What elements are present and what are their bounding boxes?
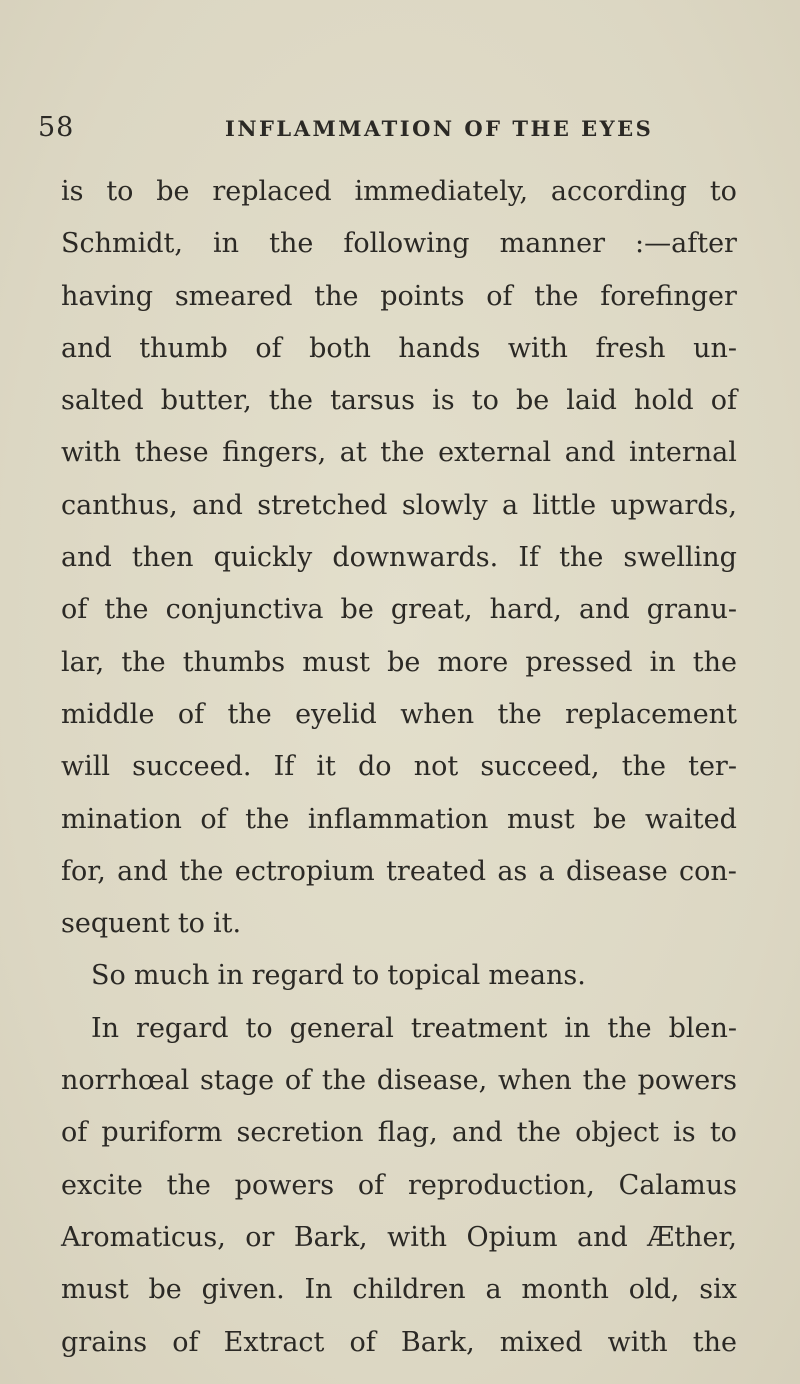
running-head: INFLAMMATION OF THE EYES	[225, 116, 654, 141]
word: much	[133, 960, 210, 992]
word: according	[550, 176, 687, 207]
word: the	[227, 698, 272, 730]
word: of	[200, 803, 227, 835]
word: quickly	[213, 542, 313, 574]
word: Æther,	[647, 1221, 737, 1253]
word: grains	[61, 1326, 148, 1358]
word: mination	[61, 803, 182, 835]
word: thumbs	[182, 646, 286, 678]
word: of	[255, 332, 282, 364]
word: to	[709, 1117, 737, 1149]
word: downwards.	[332, 542, 499, 574]
word: un-	[693, 332, 737, 364]
text-line	[61, 741, 737, 793]
word: must	[61, 1274, 129, 1306]
word: secretion	[236, 1117, 364, 1149]
word: the	[692, 646, 737, 678]
word: con-	[679, 855, 737, 887]
word: to	[106, 176, 134, 207]
word: manner	[499, 228, 605, 260]
word: when	[400, 698, 475, 730]
text-line	[61, 1212, 737, 1264]
word: hands	[398, 332, 481, 364]
text-line	[61, 846, 737, 898]
page-number: 58	[38, 112, 75, 143]
word: replacement	[565, 698, 737, 730]
word: So	[91, 960, 126, 992]
word: and	[577, 1221, 628, 1253]
word: fingers,	[222, 437, 327, 469]
word: points	[380, 280, 465, 312]
word: with	[387, 1221, 448, 1253]
word: sequent	[61, 908, 170, 940]
page-header	[38, 112, 738, 152]
word: of	[710, 385, 737, 417]
text-line	[61, 427, 737, 479]
word: the	[582, 1065, 627, 1097]
body-text	[61, 166, 737, 1369]
word: to	[177, 908, 205, 940]
text-line	[61, 532, 737, 584]
word: a	[502, 489, 519, 521]
word: regard	[136, 1012, 229, 1044]
word: If	[518, 542, 540, 574]
word: in	[649, 646, 676, 678]
word: waited	[644, 803, 737, 835]
text-line	[61, 1264, 737, 1316]
word: it.	[213, 908, 242, 940]
word: with	[607, 1326, 668, 1358]
word: and	[578, 594, 630, 626]
word: be	[387, 646, 421, 678]
word: must	[302, 646, 370, 678]
word: the	[104, 594, 149, 626]
word: the	[497, 698, 542, 730]
word: old,	[628, 1274, 680, 1306]
word: the	[245, 803, 290, 835]
word: the	[314, 280, 359, 312]
word: be	[148, 1274, 182, 1306]
text-line	[61, 218, 737, 270]
word: and	[564, 437, 616, 469]
word: the	[321, 1065, 367, 1097]
word: internal	[629, 437, 737, 469]
word: of	[61, 1117, 88, 1149]
word: hard,	[489, 594, 562, 626]
text-line	[61, 323, 737, 375]
word: laid	[566, 385, 617, 417]
word: of	[177, 698, 205, 730]
word: as	[497, 855, 528, 887]
word: these	[134, 437, 209, 469]
word: be	[156, 176, 190, 207]
word: must	[506, 803, 575, 835]
word: both	[309, 332, 371, 364]
word: thumb	[139, 332, 228, 364]
word: Bark,	[293, 1221, 368, 1253]
word: If	[273, 751, 295, 783]
word: the	[121, 646, 166, 678]
word: stage	[200, 1065, 275, 1097]
word: middle	[61, 698, 155, 730]
word: Aromaticus,	[61, 1221, 226, 1253]
text-line	[61, 689, 737, 741]
word: six	[699, 1274, 737, 1306]
word: powers	[234, 1169, 335, 1201]
word: of	[172, 1326, 199, 1358]
word: external	[438, 437, 552, 469]
word: of	[61, 594, 88, 626]
word: stretched	[257, 489, 388, 521]
word: hold	[634, 385, 694, 417]
word: excite	[61, 1169, 143, 1201]
word: children	[352, 1274, 466, 1306]
word: canthus,	[61, 489, 178, 521]
word: a	[485, 1274, 502, 1306]
word: of	[486, 280, 513, 312]
word: great,	[390, 594, 473, 626]
word: smeared	[174, 280, 293, 312]
word: not	[413, 751, 459, 783]
word: butter,	[160, 385, 252, 417]
word: following	[343, 228, 470, 260]
word: to	[352, 960, 380, 992]
word: succeed,	[480, 751, 600, 783]
word: object	[575, 1117, 660, 1149]
word: eyelid	[295, 698, 377, 730]
word: of	[349, 1326, 376, 1358]
text-line	[61, 375, 737, 427]
word: the	[269, 228, 314, 260]
word: forefinger	[600, 280, 737, 312]
text-line	[61, 1055, 737, 1107]
word: Schmidt,	[61, 228, 183, 260]
word: granu-	[646, 594, 737, 626]
text-line	[61, 794, 737, 846]
word: disease	[566, 855, 668, 887]
text-line	[61, 584, 737, 636]
word: :—after	[635, 228, 737, 260]
word: blen-	[668, 1012, 737, 1044]
word: given.	[201, 1274, 285, 1306]
word: in	[213, 228, 240, 260]
word: and	[61, 542, 112, 574]
word: with	[507, 332, 568, 364]
word: the	[268, 385, 313, 417]
word: treated	[386, 855, 487, 887]
word: immediately,	[354, 176, 529, 207]
word: means.	[488, 960, 586, 992]
word: and	[61, 332, 112, 364]
text-line	[61, 480, 737, 532]
text-line	[61, 1107, 737, 1159]
word: the	[621, 751, 666, 783]
word: will	[61, 751, 111, 783]
text-line	[61, 1317, 737, 1369]
word: Bark,	[400, 1326, 475, 1358]
word: disease,	[376, 1065, 488, 1097]
word: Opium	[466, 1221, 558, 1253]
word: conjunctiva	[165, 594, 324, 626]
word: be	[515, 385, 550, 417]
word: the	[692, 1326, 737, 1358]
word: more	[437, 646, 509, 678]
word: is	[673, 1117, 696, 1149]
word: the	[559, 542, 604, 574]
word: norrhœal	[61, 1065, 190, 1097]
word: little	[532, 489, 597, 521]
word: is	[61, 176, 84, 207]
word: do	[358, 751, 392, 783]
word: or	[245, 1221, 275, 1253]
word: treatment	[410, 1012, 548, 1044]
word: at	[339, 437, 367, 469]
word: in	[217, 960, 244, 992]
word: the	[607, 1012, 652, 1044]
text-line	[61, 1160, 737, 1212]
word: ter-	[688, 751, 737, 783]
text-line	[61, 637, 737, 689]
word: be	[340, 594, 374, 626]
word: swelling	[623, 542, 737, 574]
text-line	[61, 166, 737, 218]
word: of	[284, 1065, 312, 1097]
word: fresh	[595, 332, 666, 364]
word: regard	[251, 960, 345, 992]
word: upwards,	[610, 489, 737, 521]
word: tarsus	[330, 385, 416, 417]
word: flag,	[377, 1117, 438, 1149]
word: is	[432, 385, 455, 417]
word: it	[316, 751, 336, 783]
text-line	[61, 271, 737, 323]
text-line	[61, 898, 737, 950]
word: inflammation	[307, 803, 489, 835]
word: general	[289, 1012, 394, 1044]
word: to	[709, 176, 737, 207]
word: In	[304, 1274, 333, 1306]
word: replaced	[212, 176, 332, 207]
word: and	[192, 489, 243, 521]
word: of	[357, 1169, 385, 1201]
word: slowly	[401, 489, 488, 521]
word: when	[497, 1065, 572, 1097]
word: be	[593, 803, 627, 835]
word: and	[451, 1117, 503, 1149]
word: for,	[61, 855, 106, 887]
word: succeed.	[132, 751, 252, 783]
word: salted	[61, 385, 144, 417]
word: with	[61, 437, 121, 469]
word: topical	[387, 960, 481, 992]
word: powers	[637, 1065, 737, 1097]
word: reproduction,	[407, 1169, 595, 1201]
word: ectropium	[234, 855, 375, 887]
word: then	[131, 542, 194, 574]
word: to	[471, 385, 499, 417]
word: the	[166, 1169, 211, 1201]
word: having	[61, 280, 154, 312]
word: the	[179, 855, 224, 887]
word: mixed	[499, 1326, 583, 1358]
word: Calamus	[618, 1169, 737, 1201]
word: and	[117, 855, 168, 887]
word: Extract	[223, 1326, 325, 1358]
word: the	[516, 1117, 561, 1149]
word: puriform	[101, 1117, 223, 1149]
word: In	[91, 1012, 120, 1044]
word: the	[534, 280, 579, 312]
word: a	[538, 855, 555, 887]
text-line	[61, 950, 737, 1002]
text-line	[61, 1003, 737, 1055]
word: in	[564, 1012, 591, 1044]
word: month	[521, 1274, 609, 1306]
word: to	[245, 1012, 273, 1044]
word: lar,	[61, 646, 105, 678]
word: the	[380, 437, 425, 469]
word: pressed	[525, 646, 633, 678]
